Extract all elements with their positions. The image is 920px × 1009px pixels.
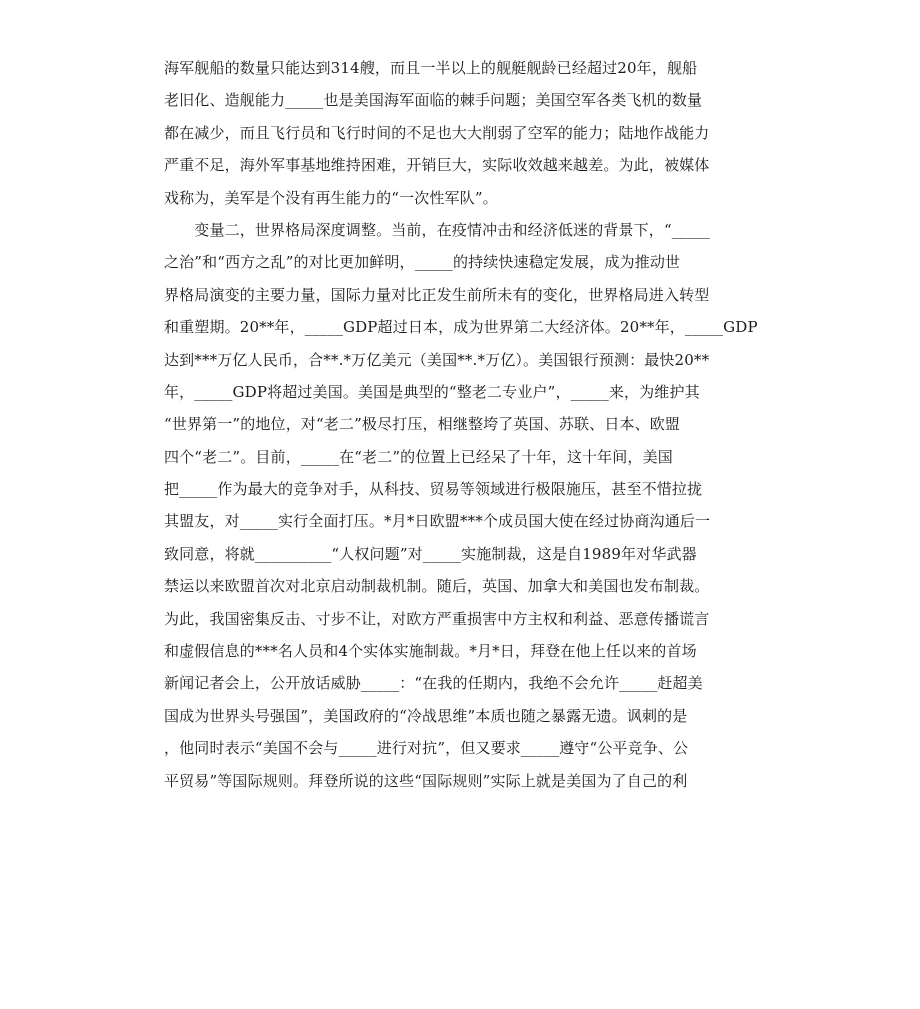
text-line: 严重不足，海外军事基地维持困难，开销巨大，实际收效越来越差。为此，被媒体 (164, 156, 710, 175)
text-line: 把_____作为最大的竞争对手，从科技、贸易等领域进行极限施压，甚至不惜拉拢 (164, 480, 703, 499)
text-line: 界格局演变的主要力量，国际力量对比正发生前所未有的变化，世界格局进入转型 (164, 285, 710, 304)
text-line: 年，_____GDP将超过美国。美国是典型的“整老二专业户”，_____来，为维护其 (164, 382, 700, 401)
text-line: 平贸易”等国际规则。拜登所说的这些“国际规则”实际上就是美国为了自己的利 (164, 771, 688, 790)
body-text (164, 52, 760, 797)
text-line: 致同意，将就__________“人权问题”对_____实施制裁，这是自1989年对华武器 (164, 544, 697, 563)
text-line: “世界第一”的地位，对“老二”极尽打压，相继整垮了英国、苏联、日本、欧盟 (164, 415, 681, 434)
text-line: 戏称为，美军是个没有再生能力的“一次性军队”。 (164, 188, 498, 207)
text-line: 老旧化、造舰能力_____也是美国海军面临的棘手问题；美国空军各类飞机的数量 (164, 91, 703, 110)
text-line: 为此，我国密集反击、寸步不让，对欧方严重损害中方主权和利益、恶意传播谎言 (164, 609, 710, 628)
text-line: 国成为世界头号强国”，美国政府的“冷战思维”本质也随之暴露无遗。讽刺的是 (164, 706, 688, 725)
text-line: 其盟友，对_____实行全面打压。*月*日欧盟***个成员国大使在经过协商沟通后一 (164, 512, 711, 531)
text-line: 海军舰船的数量只能达到314艘，而且一半以上的舰艇舰龄已经超过20年，舰船 (164, 59, 698, 77)
text-line: ，他同时表示“美国不会与_____进行对抗”，但又要求_____遵守“公平竞争、公 (164, 739, 689, 758)
text-line: 都在减少，而且飞行员和飞行时间的不足也大大削弱了空军的能力；陆地作战能力 (164, 123, 710, 142)
text-line: 和虚假信息的***名人员和4个实体实施制裁。*月*日，拜登在他上任以来的首场 (164, 642, 697, 661)
text-line: 四个“老二”。目前，_____在“老二”的位置上已经呆了十年，这十年间，美国 (164, 447, 673, 466)
text-line: 和重塑期。20**年，_____GDP超过日本，成为世界第二大经济体。20**年，_____GDP (164, 318, 758, 337)
text-line: 变量二，世界格局深度调整。当前，在疫情冲击和经济低迷的背景下，“_____ (164, 220, 711, 239)
text-line: 之治”和“西方之乱”的对比更加鲜明，_____的持续快速稳定发展，成为推动世 (164, 253, 681, 272)
text-line: 禁运以来欧盟首次对北京启动制裁机制。随后，英国、加拿大和美国也发布制裁。 (164, 577, 710, 596)
text-line: 达到***万亿人民币，合**.*万亿美元（美国**.*万亿）。美国银行预测：最快20** (164, 350, 710, 369)
text-line: 新闻记者会上，公开放话威胁_____：“在我的任期内，我绝不会允许_____赶超美 (164, 674, 703, 693)
